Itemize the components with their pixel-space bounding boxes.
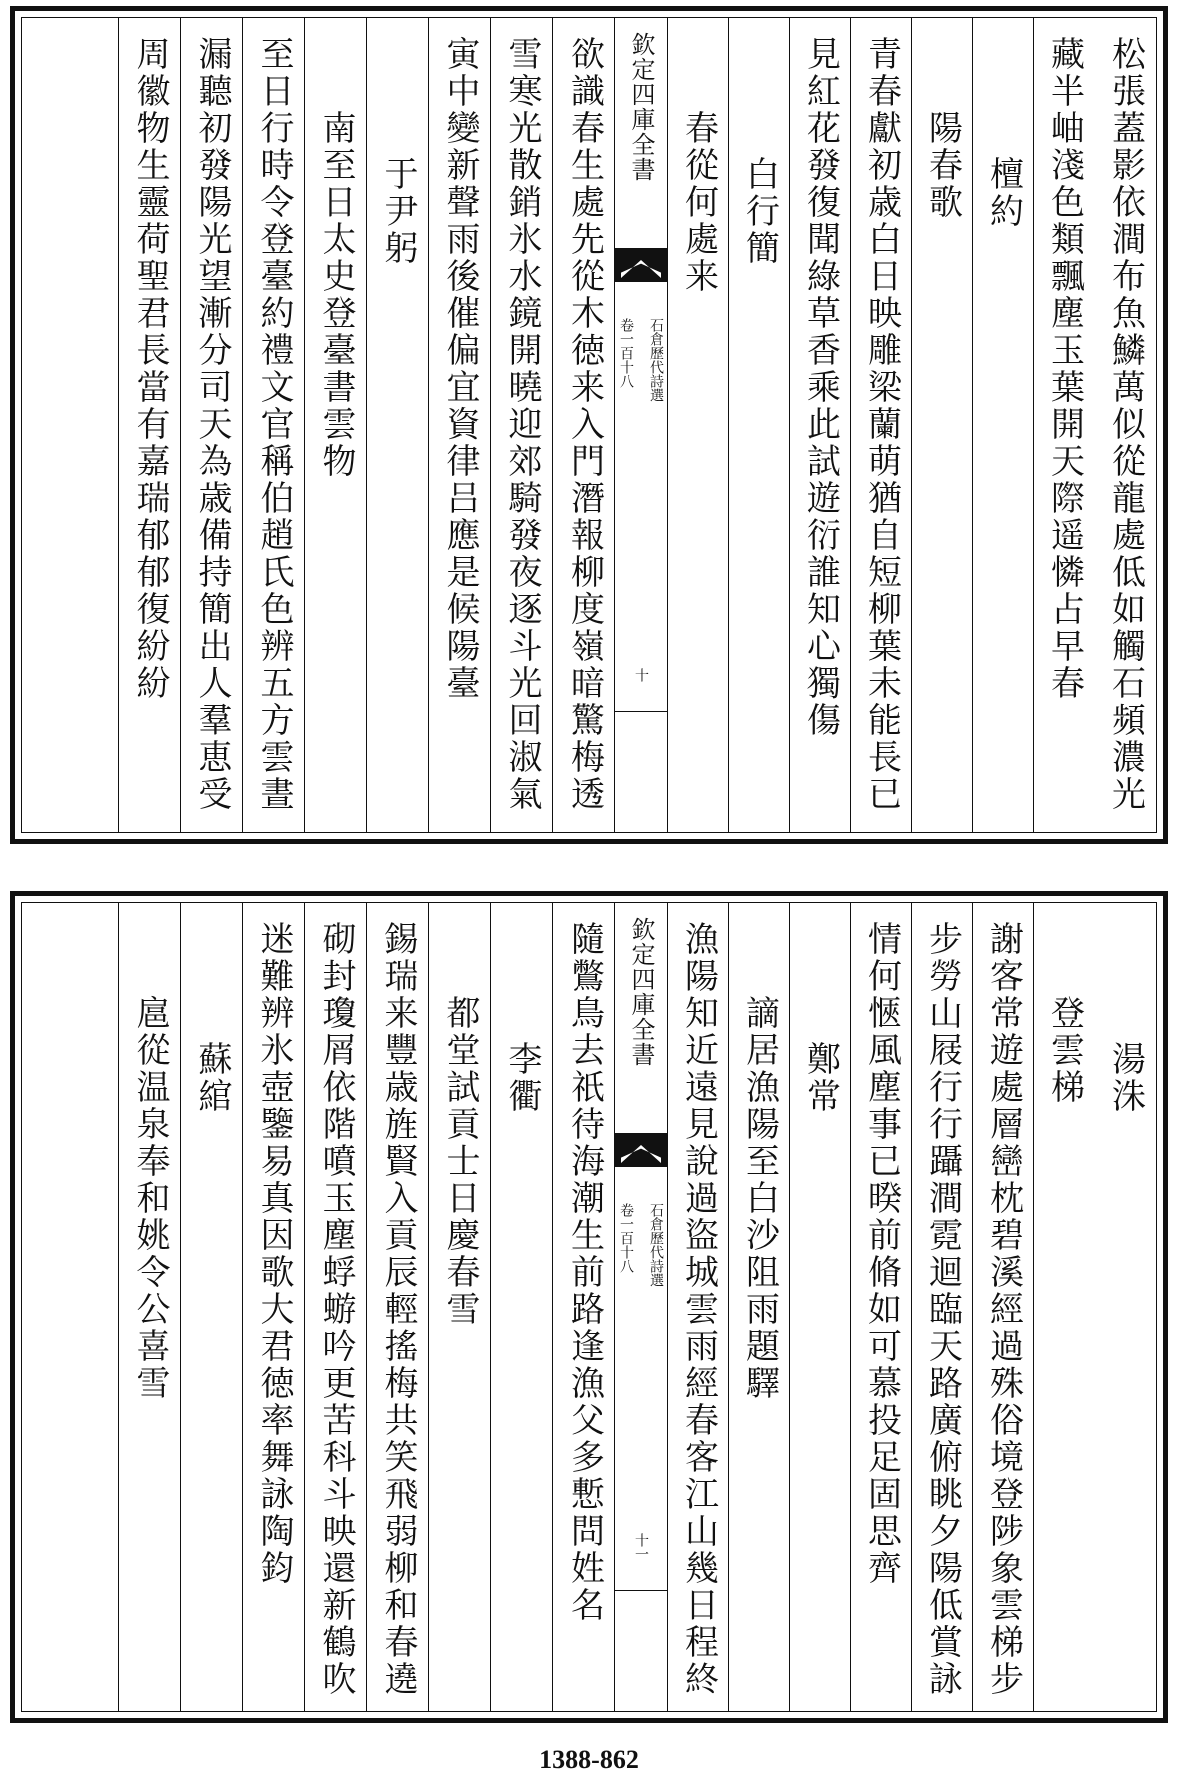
author-name: 鄭常: [800, 1041, 841, 1115]
collection-title: 石倉歷代詩選: [648, 318, 664, 402]
text-column: [911, 903, 973, 1711]
collection-title: 石倉歷代詩選: [648, 1203, 664, 1287]
fishtail-mark-icon: [615, 248, 667, 282]
text-column: [911, 18, 973, 832]
text-column: [366, 903, 429, 1711]
poem-title: 都堂試貢士日慶春雪: [440, 995, 480, 1328]
text-column: [366, 18, 429, 832]
text-column: [490, 903, 553, 1711]
text-column: [428, 903, 491, 1711]
text-column: [242, 18, 305, 832]
bottom-page-frame: [21, 902, 1157, 1712]
text-column: [1033, 18, 1095, 832]
author-name: 于尹躬: [378, 156, 418, 267]
poem-title: 謫居漁陽至白沙阻雨題驛: [739, 995, 780, 1402]
author-name: 檀約: [983, 156, 1024, 230]
text-column: [490, 18, 553, 832]
page-number: 1388-862: [539, 1745, 639, 1774]
poem-line: 青春獻初歳白日映雕梁蘭萌猶自短柳葉未能長已: [861, 36, 902, 813]
poem-title: 南至日太史登臺書雲物: [316, 110, 356, 480]
poem-line: 錫瑞来豐歳旌賢入貢辰輕搖梅共笑飛弱柳和春遶: [378, 921, 418, 1698]
poem-line: 寅中變新聲雨後催偏宜資律吕應是候陽臺: [440, 36, 480, 702]
fold-column: [614, 18, 668, 832]
poem-line: 砌封瓊屑依階噴玉塵蜉蝣吟更苦科斗映還新鶴吹: [316, 921, 356, 1698]
text-column: [972, 903, 1034, 1711]
text-column: [789, 903, 851, 1711]
book-title: 欽定四庫全書: [627, 917, 655, 1067]
text-column: [304, 18, 367, 832]
text-column: [428, 18, 491, 832]
top-page: [10, 6, 1168, 844]
poem-line: 藏半岫淺色類飄塵玉葉開天際遥憐占早春: [1044, 36, 1085, 702]
author-name: 湯洙: [1105, 1041, 1146, 1115]
fold-divider: [615, 1590, 667, 1591]
bottom-page: [10, 891, 1168, 1723]
author-name: 李衢: [502, 1041, 542, 1115]
text-column: [118, 903, 181, 1711]
volume-number: 卷一百十八: [618, 318, 634, 388]
text-column: [1095, 18, 1156, 832]
leaf-number: 十一: [633, 1533, 649, 1561]
text-column: [180, 903, 243, 1711]
text-column: [667, 18, 729, 832]
fishtail-mark-icon: [615, 1133, 667, 1167]
text-column: [242, 903, 305, 1711]
text-column: [304, 903, 367, 1711]
text-column: [972, 18, 1034, 832]
volume-number: 卷一百十八: [618, 1203, 634, 1273]
poem-line: 隨鷩鳥去祇待海潮生前路逢漁父多慙問姓名: [564, 921, 605, 1624]
text-column: [1095, 903, 1156, 1711]
author-name: 蘇綰: [192, 1041, 232, 1115]
text-column: [552, 903, 616, 1711]
poem-line: 周徽物生靈荷聖君長當有嘉瑞郁郁復紛紛: [130, 36, 170, 702]
text-column: [728, 903, 790, 1711]
text-column: [850, 903, 912, 1711]
text-column: [667, 903, 729, 1711]
fold-divider: [615, 711, 667, 712]
poem-title: 扈從温泉奉和姚令公喜雪: [130, 995, 170, 1402]
poem-line: 見紅花發復聞綠草香乘此試遊衍誰知心獨傷: [800, 36, 841, 739]
text-column: [728, 18, 790, 832]
fold-column: [614, 903, 668, 1711]
poem-line: 漏聽初發陽光望漸分司天為歳備持簡出人羣恵受: [192, 36, 232, 813]
poem-line: 松張蓋影依澗布魚鱗萬似從龍處低如觸石頻濃光: [1105, 36, 1146, 813]
text-column: [850, 18, 912, 832]
poem-line: 迷難辨氷壺鑒易真因歌大君徳率舞詠陶鈞: [254, 921, 294, 1587]
poem-line: 至日行時令登臺約禮文官稱伯趙氏色辨五方雲晝: [254, 36, 294, 813]
poem-line: 漁陽知近遠見說過盜城雲雨經春客江山幾日程終: [678, 921, 719, 1698]
poem-line: 步勞山屐行行躡澗霓迴臨天路廣俯眺夕陽低賞詠: [922, 921, 963, 1698]
poem-title: 陽春歌: [922, 110, 963, 221]
poem-line: 雪寒光散銷氷水鏡開曉迎郊騎發夜逐斗光回淑氣: [502, 36, 542, 813]
book-title: 欽定四庫全書: [627, 32, 655, 182]
poem-title: 春從何處来: [678, 110, 719, 295]
text-column: [180, 18, 243, 832]
text-column: [118, 18, 181, 832]
top-page-frame: [21, 17, 1157, 833]
text-column: [552, 18, 616, 832]
poem-line: 情何愜風塵事已暌前脩如可慕投足固思齊: [861, 921, 902, 1587]
text-column: [789, 18, 851, 832]
poem-line: 謝客常遊處層巒枕碧溪經過殊俗境登陟象雲梯步: [983, 921, 1024, 1698]
author-name: 白行簡: [739, 156, 780, 267]
poem-title: 登雲梯: [1044, 995, 1085, 1106]
poem-line: 欲識春生處先從木徳来入門潛報柳度嶺暗驚梅透: [564, 36, 605, 813]
leaf-number: 十: [633, 668, 649, 682]
text-column: [1033, 903, 1095, 1711]
